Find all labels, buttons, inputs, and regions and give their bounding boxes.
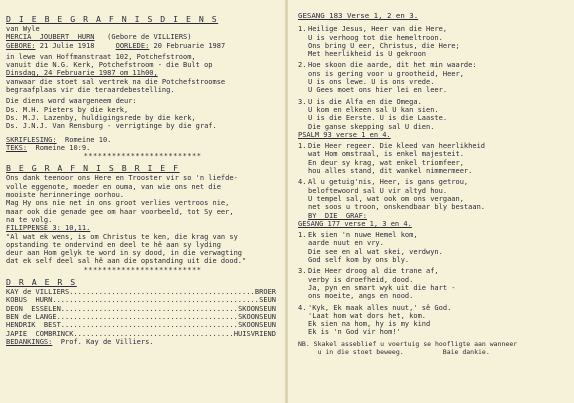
psalm-title: PSALM 93 verse 1 en 4. [298, 130, 391, 139]
maiden-name: (Gebore de VILLIERS) [107, 33, 192, 42]
quote-line: deur aan Hom gelyk te word in sy dood, in die verwagting [6, 249, 243, 258]
hymn-verse [298, 267, 568, 300]
gebore-label: GEBORE: [6, 41, 36, 50]
teks-line [6, 144, 279, 152]
verse-number: 1. [298, 25, 307, 34]
intro-text [6, 53, 279, 94]
verse-line: verby is droefheid, dood. [308, 275, 414, 284]
verse-number: 4. [298, 178, 307, 187]
verse-line: Heilige Jesus, Heer van die Here, [308, 25, 448, 34]
verse-line: ons moeite, angs en nood. [308, 292, 414, 301]
filippense-reference: FILIPPENSE 3: 10,11. [6, 224, 91, 233]
brief-line: mooiste herinneringe oorhou. [6, 191, 125, 200]
skriflesing-value: Romeine 10. [65, 135, 112, 144]
verse-line: Al u getuig'nis, Heer, is gans getrou, [308, 178, 469, 187]
brief-line: maar ook die genade gee om haar voorbeeld, tot Sy eer, [6, 207, 234, 216]
left-column [0, 0, 285, 403]
skriflesing-label: SKRIFLESING: [6, 135, 57, 144]
psalm-verse [298, 142, 568, 175]
quote-line: "Al wat ek wens, is om Christus te ken, die krag van sy [6, 232, 238, 241]
brief-line: volle eggenote, moeder en ouma, van wie ons net die [6, 182, 221, 191]
verse-line: Hoe skoon die aarde, dit het min waarde: [308, 61, 477, 70]
quote-line: opstanding te ondervind en deel te hê aan sy lyding [6, 240, 221, 249]
by-die-graf-heading: BY DIE GRAF: [308, 211, 368, 220]
gesang1-title: GESANG 183 Verse 1, 2 en 3. [298, 12, 419, 20]
verse-number: 3. [298, 267, 307, 276]
verse-number: 3. [298, 97, 307, 106]
verse-line: U Gees moet ons hier lei en leer. [308, 86, 448, 95]
oorlede-date: 20 Februarie 1987 [153, 41, 226, 50]
hymn-verse [298, 231, 568, 264]
intro-line: vanuit die N.G. Kerk, Potchefstroom - die Bult op [6, 61, 213, 70]
verse-line: 'Kyk, Ek maak alles nuut,' sê God. [308, 303, 452, 312]
minister-line: Ds. M.J. Lazenby, huldigingsrede by die kerk, [6, 113, 196, 122]
bedankings-value: Prof. Kay de Villiers. [60, 337, 154, 346]
deceased-name: MERCIA JOUBERT HURN [6, 33, 95, 42]
bearer-row: HENDRIK BEST ..... SKOONSEUN [6, 321, 276, 329]
brief-line: Ons dank teenoor ons Here en Trooster vir so 'n liefde- [6, 174, 238, 183]
draers-title: D R A E R S [6, 277, 77, 288]
dates-line [6, 42, 279, 50]
skriflesing-line [6, 136, 279, 144]
bearer-row: KAY de VILLIERS ..... BROER [6, 288, 276, 296]
intro-line: in lewe van Hoffmanstraat 102, Potchefstroom, [6, 52, 196, 61]
bearers-list [6, 288, 276, 338]
brief-title: B E G R A F N I S B R I E F [6, 163, 180, 174]
hymn-verse [298, 304, 568, 337]
verse-line: Ek sien na hom, hy is my kind [308, 320, 431, 329]
verse-number: 1. [298, 231, 307, 240]
brief-line: na te volg. [6, 215, 53, 224]
oorlede-label: OORLEDE: [115, 41, 150, 50]
intro-line: Dinsdag, 24 Februarie 1987 om 11h00, [6, 69, 158, 78]
verse-line: U tempel sal, wat ook om ons vergaan, [308, 194, 464, 203]
verse-line: U is ons lewe. U is ons vrede. [308, 78, 435, 87]
service-title: D I E B E G R A F N I S D I E N S [6, 14, 219, 24]
deceased-name-line [6, 33, 279, 41]
hymn-verse [298, 61, 568, 94]
minister-line: Ds. J.N.J. Van Rensburg - verrigtinge by die graf. [6, 122, 217, 131]
bearer-row: JAPIE COMBRINCK ..... HUISVRIEND [6, 330, 276, 338]
verse-line: 'Laat hom wat dors het, kom. [308, 311, 427, 320]
verse-line: U is die Alfa en die Omega. [308, 97, 422, 106]
verse-line: Ek sien 'n nuwe Hemel kom, [308, 231, 418, 240]
hymn-verse [298, 25, 568, 58]
intro-line: begraafplaas vir die teraardebestelling. [6, 86, 175, 95]
verse-line: beloftewoord sal U vir altyd hou. [308, 186, 448, 195]
teks-label: TEKS: [6, 143, 28, 152]
bearer-row: KOBUS HURN ..... SEUN [6, 296, 276, 304]
bedankings-line [6, 338, 279, 346]
verse-line: Met heerlikheid is U gekroon [308, 50, 427, 59]
verse-line: U kom en elkeen sal U kan sien. [308, 105, 439, 114]
nb-line: NB. Skakel asseblief u voertuig se hoofligte aan wanneer [298, 339, 518, 348]
intro-line: vanwaar die stoet sal vertrek na die Potchefstroomse [6, 77, 226, 86]
teks-value: Romeine 10:9. [35, 143, 91, 152]
gebore-date: 21 Julie 1918 [39, 41, 95, 50]
verse-line: Die Heer droog al die trane af, [308, 267, 439, 276]
hymn-verse [298, 98, 568, 131]
verse-line: wat Hom omstraal, is enkel majesteit. [308, 150, 464, 159]
verse-line: U is die Eerste. U is die Laaste. [308, 114, 448, 123]
gesang2-title: GESANG 177 verse 1, 3 en 4. [298, 219, 412, 228]
verse-line: Die ganse skepping sal U dien. [308, 122, 435, 131]
brief-line: Mag Hy ons nie net in ons groot verlies vertroos nie, [6, 199, 230, 208]
nb-line: u in die stoet beweeg. Baie dankie. [298, 347, 490, 356]
stars-divider: ************************* [83, 152, 202, 161]
quote-text [6, 233, 279, 266]
verse-line: En deur sy krag, wat enkel triomfeer, [308, 158, 464, 167]
verse-line: Ja, pyn en smart wyk uit die hart - [308, 283, 456, 292]
verse-line: God self kom by ons bly. [308, 256, 410, 265]
diens-intro: Die diens word waargeneem deur: [6, 97, 137, 106]
van-wyle: van Wyle [6, 25, 40, 33]
verse-line: Ek is 'n God vir hom!' [308, 328, 401, 337]
nb-note [298, 340, 568, 357]
verse-line: hou alles stand, dit wankel nimmermeer. [308, 167, 473, 176]
verse-line: Die see en al wat skei, verdwyn. [308, 247, 443, 256]
verse-line: net soos u troon, onskendbaar bly bestaan. [308, 203, 486, 212]
right-column [288, 0, 574, 403]
verse-line: ons is gering voor u grootheid, Heer, [308, 69, 464, 78]
psalm-verse [298, 178, 568, 211]
stars-divider: ************************* [83, 265, 202, 274]
verse-line: Die Heer regeer. Die kleed van heerlikheid [308, 142, 486, 151]
verse-line: aarde nuut en vry. [308, 239, 384, 248]
verse-line: Ons bring U eer, Christus, die Here; [308, 41, 460, 50]
verse-number: 2. [298, 61, 307, 70]
quote-line: dat ek self deel sal hê aan die opstanding uit die dood." [6, 257, 247, 266]
brief-text [6, 174, 279, 224]
minister-line: Ds. M.H. Pieters by die kerk, [6, 105, 129, 114]
bedankings-label: BEDANKINGS: [6, 337, 53, 346]
verse-number: 4. [298, 303, 307, 312]
verse-number: 1. [298, 142, 307, 151]
bearer-row: DEON ESSELEN ..... SKOONSEUN [6, 305, 276, 313]
verse-line: U is verhoog tot die hemeltroon. [308, 33, 443, 42]
bearer-row: BEN de LANGE ..... SKOONSEUN [6, 313, 276, 321]
